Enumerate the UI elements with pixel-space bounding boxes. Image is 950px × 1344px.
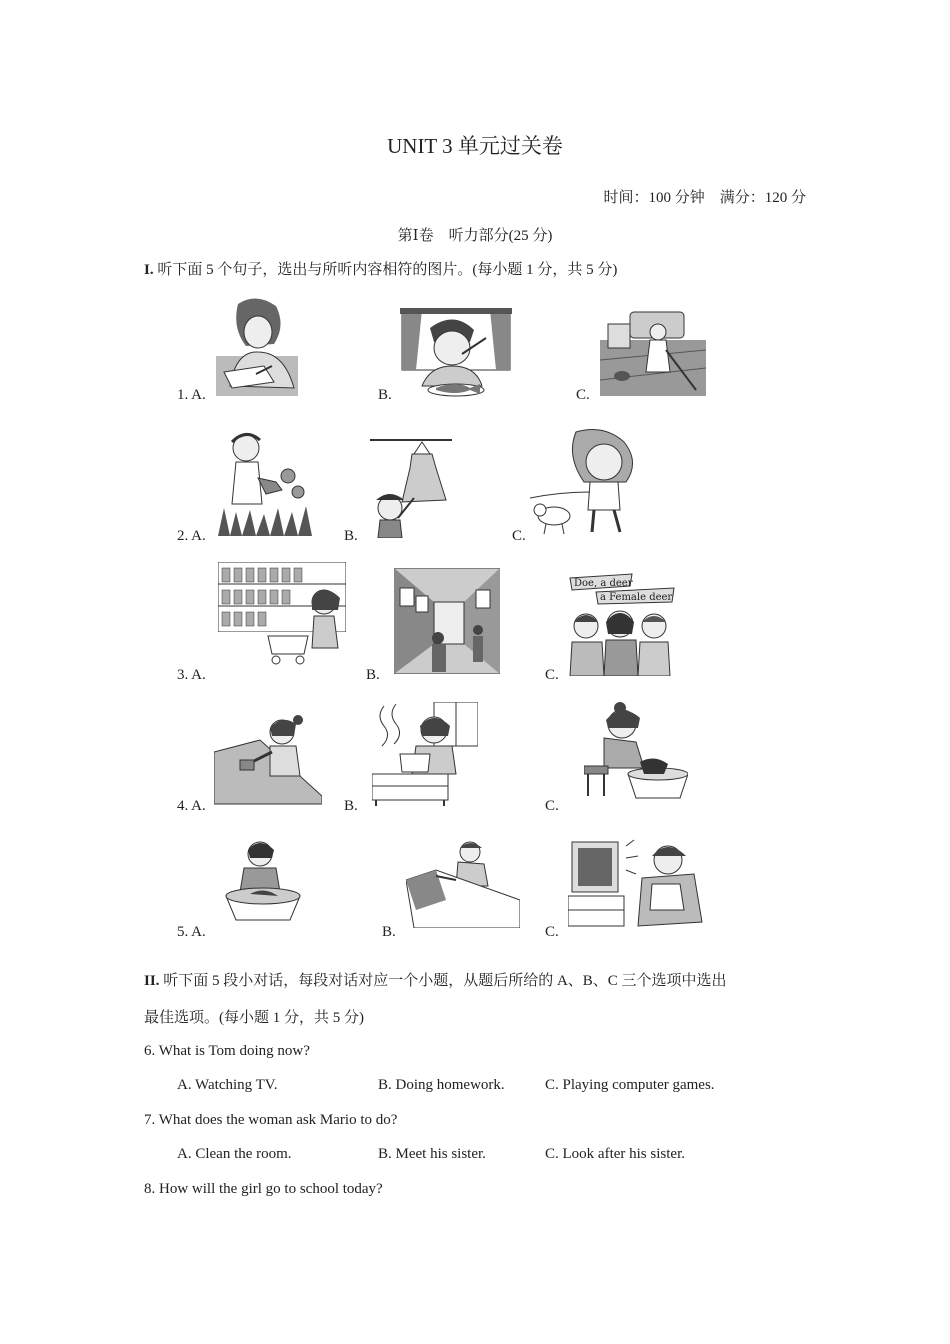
label-1a: 1. A. <box>177 387 206 403</box>
girl-writing-image <box>216 296 298 396</box>
part1-number: I. <box>144 262 154 278</box>
part2-number: II. <box>144 973 160 989</box>
label-5b: B. <box>382 924 396 940</box>
girl-watering-flowers-image <box>218 428 314 536</box>
q7-option-c: C. Look after his sister. <box>545 1146 685 1162</box>
girl-watching-tv-image <box>568 838 706 930</box>
part2-instruction-text: 听下面 5 段小对话，每段对话对应一个小题，从题后所给的 A、B、C 三个选项中选出 <box>163 973 727 989</box>
girl-sweeping-floor-image <box>600 310 706 396</box>
girl-walking-dog-image <box>530 428 648 536</box>
girl-reaching-dress-image <box>370 438 452 538</box>
girl-shopping-supermarket-image <box>218 562 346 666</box>
label-2c: C. <box>512 528 526 544</box>
label-2b: B. <box>344 528 358 544</box>
question-6: 6. What is Tom doing now? <box>144 1043 310 1059</box>
sign-line-1: Doe, a deer <box>574 578 633 589</box>
label-4b: B. <box>344 798 358 814</box>
girl-washing-clothes-image <box>584 702 688 804</box>
part1-instruction-text: 听下面 5 个句子，选出与所听内容相符的图片。(每小题 1 分，共 5 分) <box>157 262 618 278</box>
q7-option-a: A. Clean the room. <box>177 1146 292 1162</box>
exam-meta: 时间：100 分钟 满分：120 分 <box>603 190 806 206</box>
part2-instruction-line2: 最佳选项。(每小题 1 分，共 5 分) <box>144 1010 364 1026</box>
label-5c: C. <box>545 924 559 940</box>
part2-instruction-line1 <box>144 971 727 991</box>
woman-cooking-image <box>372 702 478 806</box>
label-5a: 5. A. <box>177 924 206 940</box>
page-title: UNIT 3 单元过关卷 <box>387 134 563 158</box>
question-8: 8. How will the girl go to school today? <box>144 1181 383 1197</box>
label-3b: B. <box>366 667 380 683</box>
label-1b: B. <box>378 387 392 403</box>
q6-option-a: A. Watching TV. <box>177 1077 278 1093</box>
label-3c: C. <box>545 667 559 683</box>
question-7: 7. What does the woman ask Mario to do? <box>144 1112 398 1128</box>
q6-option-c: C. Playing computer games. <box>545 1077 715 1093</box>
part1-instruction <box>144 260 617 280</box>
boy-making-bed-image <box>406 840 520 928</box>
people-in-museum-image <box>394 568 500 674</box>
girl-cleaning-table-image <box>214 712 322 806</box>
section-heading: 第Ⅰ卷 听力部分(25 分) <box>397 228 553 244</box>
boy-washing-clothes-image <box>220 840 306 922</box>
label-4a: 4. A. <box>177 798 206 814</box>
label-2a: 2. A. <box>177 528 206 544</box>
children-singing-image <box>566 572 676 676</box>
label-3a: 3. A. <box>177 667 206 683</box>
boy-eating-fish-image <box>400 308 512 398</box>
label-1c: C. <box>576 387 590 403</box>
q6-option-b: B. Doing homework. <box>378 1077 505 1093</box>
q7-option-b: B. Meet his sister. <box>378 1146 486 1162</box>
label-4c: C. <box>545 798 559 814</box>
sign-line-2: a Female deer <box>600 592 673 603</box>
